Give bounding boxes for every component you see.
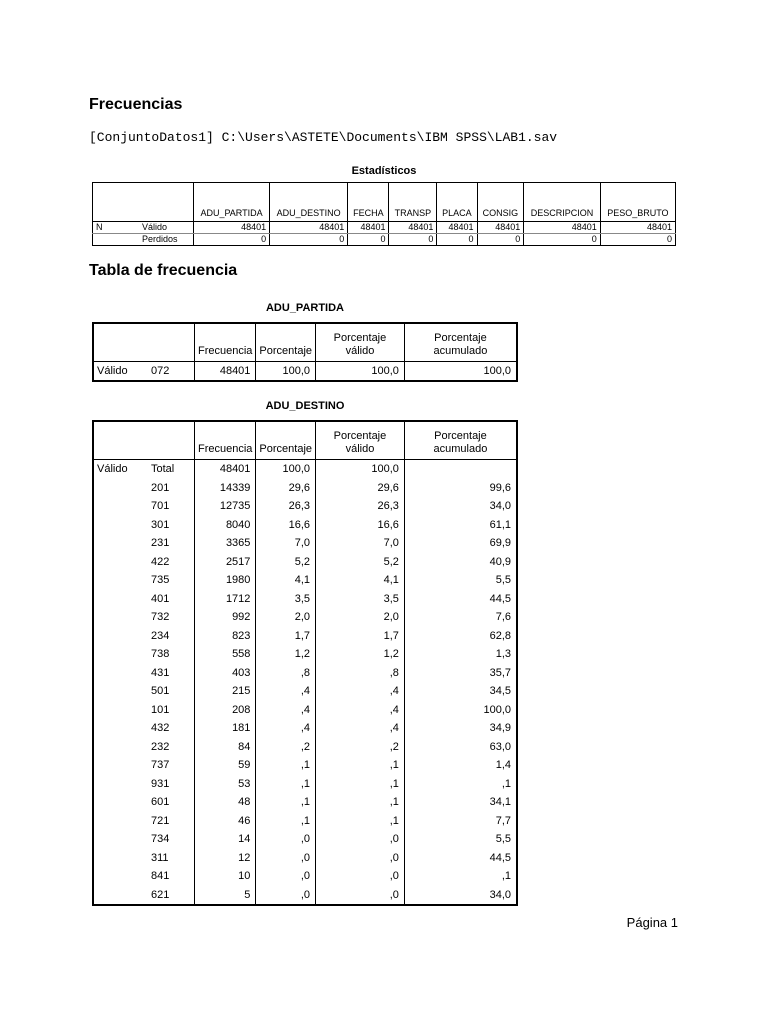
cell-porcentaje-valido: ,1 <box>316 812 405 831</box>
cell-frecuencia: 59 <box>195 756 256 775</box>
cell-porcentaje-acumulado: 63,0 <box>404 738 517 757</box>
col-header-porcentaje: Porcentaje <box>256 323 316 362</box>
col-header-frecuencia: Frecuencia <box>195 323 256 362</box>
cell-porcentaje: ,1 <box>256 775 316 794</box>
row-label: 201 <box>148 479 195 498</box>
row-label: 701 <box>148 497 195 516</box>
statistics-table <box>92 182 676 246</box>
adu-destino-table <box>92 420 518 906</box>
col-header-porcentaje-valido: Porcentaje válido <box>316 323 405 362</box>
row-label: 431 <box>148 664 195 683</box>
col-header-porcentaje-valido: Porcentaje válido <box>316 421 405 460</box>
table-row <box>93 645 517 664</box>
cell-porcentaje-acumulado: ,1 <box>404 775 517 794</box>
cell-porcentaje-acumulado: 34,9 <box>404 719 517 738</box>
cell-porcentaje: ,0 <box>256 867 316 886</box>
stats-col-header: PESO_BRUTO <box>600 183 675 222</box>
row-label: 841 <box>148 867 195 886</box>
cell-porcentaje-valido: ,0 <box>316 830 405 849</box>
stats-cell: 48401 <box>194 222 270 234</box>
cell-porcentaje-acumulado: 62,8 <box>404 627 517 646</box>
cell-porcentaje-acumulado: 7,6 <box>404 608 517 627</box>
stats-col-header: CONSIG <box>477 183 524 222</box>
stats-cell: 0 <box>524 234 600 246</box>
table-row <box>93 362 517 382</box>
cell-porcentaje-valido: 7,0 <box>316 534 405 553</box>
cell-porcentaje-acumulado: 34,1 <box>404 793 517 812</box>
stats-row-label: Válido <box>139 222 194 234</box>
cell-porcentaje-acumulado: 1,4 <box>404 756 517 775</box>
cell-porcentaje: ,0 <box>256 886 316 906</box>
cell-porcentaje: ,1 <box>256 756 316 775</box>
cell-porcentaje-acumulado: 34,0 <box>404 886 517 906</box>
row-label: 311 <box>148 849 195 868</box>
stats-cell: 48401 <box>437 222 477 234</box>
cell-porcentaje: ,2 <box>256 738 316 757</box>
table-row <box>93 886 517 906</box>
row-label: 931 <box>148 775 195 794</box>
cell-porcentaje: ,0 <box>256 830 316 849</box>
cell-porcentaje-valido: ,8 <box>316 664 405 683</box>
cell-frecuencia: 10 <box>195 867 256 886</box>
row-label: 072 <box>148 362 195 382</box>
cell-porcentaje-acumulado: 1,3 <box>404 645 517 664</box>
table-row <box>93 608 517 627</box>
cell-porcentaje-valido: ,0 <box>316 867 405 886</box>
row-label: 232 <box>148 738 195 757</box>
cell-porcentaje: 7,0 <box>256 534 316 553</box>
cell-porcentaje-valido: 100,0 <box>316 460 405 479</box>
cell-porcentaje-valido: 29,6 <box>316 479 405 498</box>
cell-porcentaje: ,4 <box>256 719 316 738</box>
stats-caption: Estadísticos <box>351 165 417 177</box>
stats-col-header: ADU_PARTIDA <box>194 183 270 222</box>
cell-frecuencia: 14339 <box>195 479 256 498</box>
cell-frecuencia: 48 <box>195 793 256 812</box>
cell-frecuencia: 823 <box>195 627 256 646</box>
row-label: 234 <box>148 627 195 646</box>
row-label: 734 <box>148 830 195 849</box>
row-label: 422 <box>148 553 195 572</box>
cell-porcentaje-valido: ,1 <box>316 793 405 812</box>
cell-porcentaje-valido: ,0 <box>316 886 405 906</box>
stats-cell: 0 <box>270 234 348 246</box>
table-row <box>93 756 517 775</box>
col-header-porcentaje: Porcentaje <box>256 421 316 460</box>
stats-cell: 48401 <box>600 222 675 234</box>
stats-cell: 48401 <box>524 222 600 234</box>
table-row <box>93 719 517 738</box>
stats-cell: 48401 <box>270 222 348 234</box>
cell-frecuencia: 992 <box>195 608 256 627</box>
cell-porcentaje-acumulado: 35,7 <box>404 664 517 683</box>
cell-porcentaje-acumulado: 61,1 <box>404 516 517 535</box>
table-row <box>93 775 517 794</box>
cell-porcentaje: ,4 <box>256 701 316 720</box>
cell-frecuencia: 84 <box>195 738 256 757</box>
cell-frecuencia: 403 <box>195 664 256 683</box>
row-label: 432 <box>148 719 195 738</box>
cell-porcentaje-valido: ,4 <box>316 682 405 701</box>
cell-frecuencia: 12 <box>195 849 256 868</box>
cell-porcentaje: 5,2 <box>256 553 316 572</box>
stats-cell: 48401 <box>389 222 437 234</box>
cell-porcentaje-acumulado: 34,5 <box>404 682 517 701</box>
dataset-path: [ConjuntoDatos1] C:\Users\ASTETE\Documents\IBM SPSS\LAB1.sav <box>89 130 558 145</box>
adu-partida-table <box>92 322 518 382</box>
table-row <box>93 682 517 701</box>
cell-porcentaje-acumulado: 100,0 <box>404 701 517 720</box>
page-title: Frecuencias <box>89 96 183 113</box>
cell-porcentaje-valido: 2,0 <box>316 608 405 627</box>
cell-porcentaje-valido: ,1 <box>316 775 405 794</box>
cell-frecuencia: 5 <box>195 886 256 906</box>
stats-cell: 0 <box>437 234 477 246</box>
stats-cell: 48401 <box>348 222 389 234</box>
row-label: 301 <box>148 516 195 535</box>
cell-porcentaje: 100,0 <box>256 460 316 479</box>
stats-col-header: FECHA <box>348 183 389 222</box>
cell-porcentaje-valido: 26,3 <box>316 497 405 516</box>
cell-porcentaje-valido: 100,0 <box>316 362 405 382</box>
row-label: 501 <box>148 682 195 701</box>
cell-porcentaje: 26,3 <box>256 497 316 516</box>
table-row <box>93 830 517 849</box>
row-label: 721 <box>148 812 195 831</box>
table-row <box>93 590 517 609</box>
cell-frecuencia: 1712 <box>195 590 256 609</box>
table-row <box>93 571 517 590</box>
row-label: 732 <box>148 608 195 627</box>
stats-cell: 48401 <box>477 222 524 234</box>
stats-n-label: N <box>93 222 140 234</box>
row-label: Total <box>148 460 195 479</box>
row-label: 735 <box>148 571 195 590</box>
cell-porcentaje: 1,2 <box>256 645 316 664</box>
stats-col-header: ADU_DESTINO <box>270 183 348 222</box>
table-row <box>93 534 517 553</box>
row-label: 401 <box>148 590 195 609</box>
cell-porcentaje: ,1 <box>256 812 316 831</box>
cell-porcentaje: ,8 <box>256 664 316 683</box>
cell-porcentaje: 2,0 <box>256 608 316 627</box>
cell-porcentaje-acumulado: 44,5 <box>404 590 517 609</box>
section-title: Tabla de frecuencia <box>89 262 238 279</box>
cell-porcentaje: ,0 <box>256 849 316 868</box>
cell-frecuencia: 53 <box>195 775 256 794</box>
stats-cell: 0 <box>477 234 524 246</box>
cell-porcentaje-acumulado <box>404 460 517 479</box>
cell-porcentaje-acumulado: 34,0 <box>404 497 517 516</box>
cell-porcentaje: 29,6 <box>256 479 316 498</box>
cell-porcentaje-valido: 3,5 <box>316 590 405 609</box>
cell-frecuencia: 2517 <box>195 553 256 572</box>
cell-porcentaje-valido: ,2 <box>316 738 405 757</box>
cell-frecuencia: 1980 <box>195 571 256 590</box>
table-row <box>93 553 517 572</box>
row-label: 621 <box>148 886 195 906</box>
cell-porcentaje-acumulado: 44,5 <box>404 849 517 868</box>
cell-porcentaje-valido: ,4 <box>316 719 405 738</box>
stats-row-label: Perdidos <box>142 234 178 244</box>
cell-porcentaje-valido: 4,1 <box>316 571 405 590</box>
cell-frecuencia: 46 <box>195 812 256 831</box>
stats-header-row <box>93 183 676 222</box>
stats-cell: 0 <box>389 234 437 246</box>
cell-porcentaje-acumulado: 99,6 <box>404 479 517 498</box>
cell-porcentaje-acumulado: ,1 <box>404 867 517 886</box>
table-row <box>93 793 517 812</box>
cell-porcentaje: ,1 <box>256 793 316 812</box>
cell-frecuencia: 8040 <box>195 516 256 535</box>
cell-porcentaje: 1,7 <box>256 627 316 646</box>
cell-frecuencia: 215 <box>195 682 256 701</box>
cell-frecuencia: 558 <box>195 645 256 664</box>
stats-row-valid <box>93 222 676 234</box>
cell-frecuencia: 208 <box>195 701 256 720</box>
table-row <box>93 812 517 831</box>
table-row <box>93 627 517 646</box>
table-row <box>93 849 517 868</box>
stats-col-header: TRANSP <box>389 183 437 222</box>
cell-porcentaje-acumulado: 69,9 <box>404 534 517 553</box>
col-header-frecuencia: Frecuencia <box>195 421 256 460</box>
stats-cell: 0 <box>348 234 389 246</box>
cell-porcentaje: 100,0 <box>256 362 316 382</box>
table-row <box>93 738 517 757</box>
stats-cell: 0 <box>600 234 675 246</box>
cell-porcentaje: 4,1 <box>256 571 316 590</box>
cell-frecuencia: 48401 <box>195 362 256 382</box>
cell-porcentaje-valido: ,1 <box>316 756 405 775</box>
stats-cell: 0 <box>194 234 270 246</box>
cell-porcentaje-valido: 5,2 <box>316 553 405 572</box>
adu-partida-caption: ADU_PARTIDA <box>265 302 345 314</box>
table-row <box>93 516 517 535</box>
row-label: 738 <box>148 645 195 664</box>
cell-porcentaje: 3,5 <box>256 590 316 609</box>
cell-porcentaje-valido: 1,2 <box>316 645 405 664</box>
table-row <box>93 479 517 498</box>
stats-row-missing <box>93 234 676 246</box>
table-row <box>93 701 517 720</box>
stats-col-header: PLACA <box>437 183 477 222</box>
table-row <box>93 867 517 886</box>
table-row <box>93 664 517 683</box>
cell-porcentaje-acumulado: 40,9 <box>404 553 517 572</box>
cell-frecuencia: 14 <box>195 830 256 849</box>
cell-porcentaje-valido: 16,6 <box>316 516 405 535</box>
row-label: 737 <box>148 756 195 775</box>
adu-destino-body <box>93 460 517 906</box>
stats-col-header: DESCRIPCION <box>524 183 600 222</box>
cell-frecuencia: 3365 <box>195 534 256 553</box>
cell-porcentaje: 16,6 <box>256 516 316 535</box>
cell-porcentaje-valido: ,4 <box>316 701 405 720</box>
table-row <box>93 460 517 479</box>
cell-porcentaje-acumulado: 100,0 <box>404 362 517 382</box>
freq-header-row <box>93 421 517 460</box>
row-label: 601 <box>148 793 195 812</box>
adu-destino-caption: ADU_DESTINO <box>265 400 345 412</box>
cell-porcentaje-valido: ,0 <box>316 849 405 868</box>
row-label: 231 <box>148 534 195 553</box>
cell-porcentaje: ,4 <box>256 682 316 701</box>
col-header-porcentaje-acumulado: Porcentaje acumulado <box>404 323 517 362</box>
cell-frecuencia: 48401 <box>195 460 256 479</box>
page-number: Página 1 <box>626 915 678 930</box>
cell-porcentaje-acumulado: 5,5 <box>404 830 517 849</box>
table-row <box>93 497 517 516</box>
cell-porcentaje-acumulado: 7,7 <box>404 812 517 831</box>
row-group-label: Válido <box>97 463 128 475</box>
row-label: 101 <box>148 701 195 720</box>
cell-frecuencia: 181 <box>195 719 256 738</box>
col-header-porcentaje-acumulado: Porcentaje acumulado <box>404 421 517 460</box>
row-group-label: Válido <box>97 365 128 377</box>
cell-porcentaje-valido: 1,7 <box>316 627 405 646</box>
cell-frecuencia: 12735 <box>195 497 256 516</box>
cell-porcentaje-acumulado: 5,5 <box>404 571 517 590</box>
freq-header-row <box>93 323 517 362</box>
